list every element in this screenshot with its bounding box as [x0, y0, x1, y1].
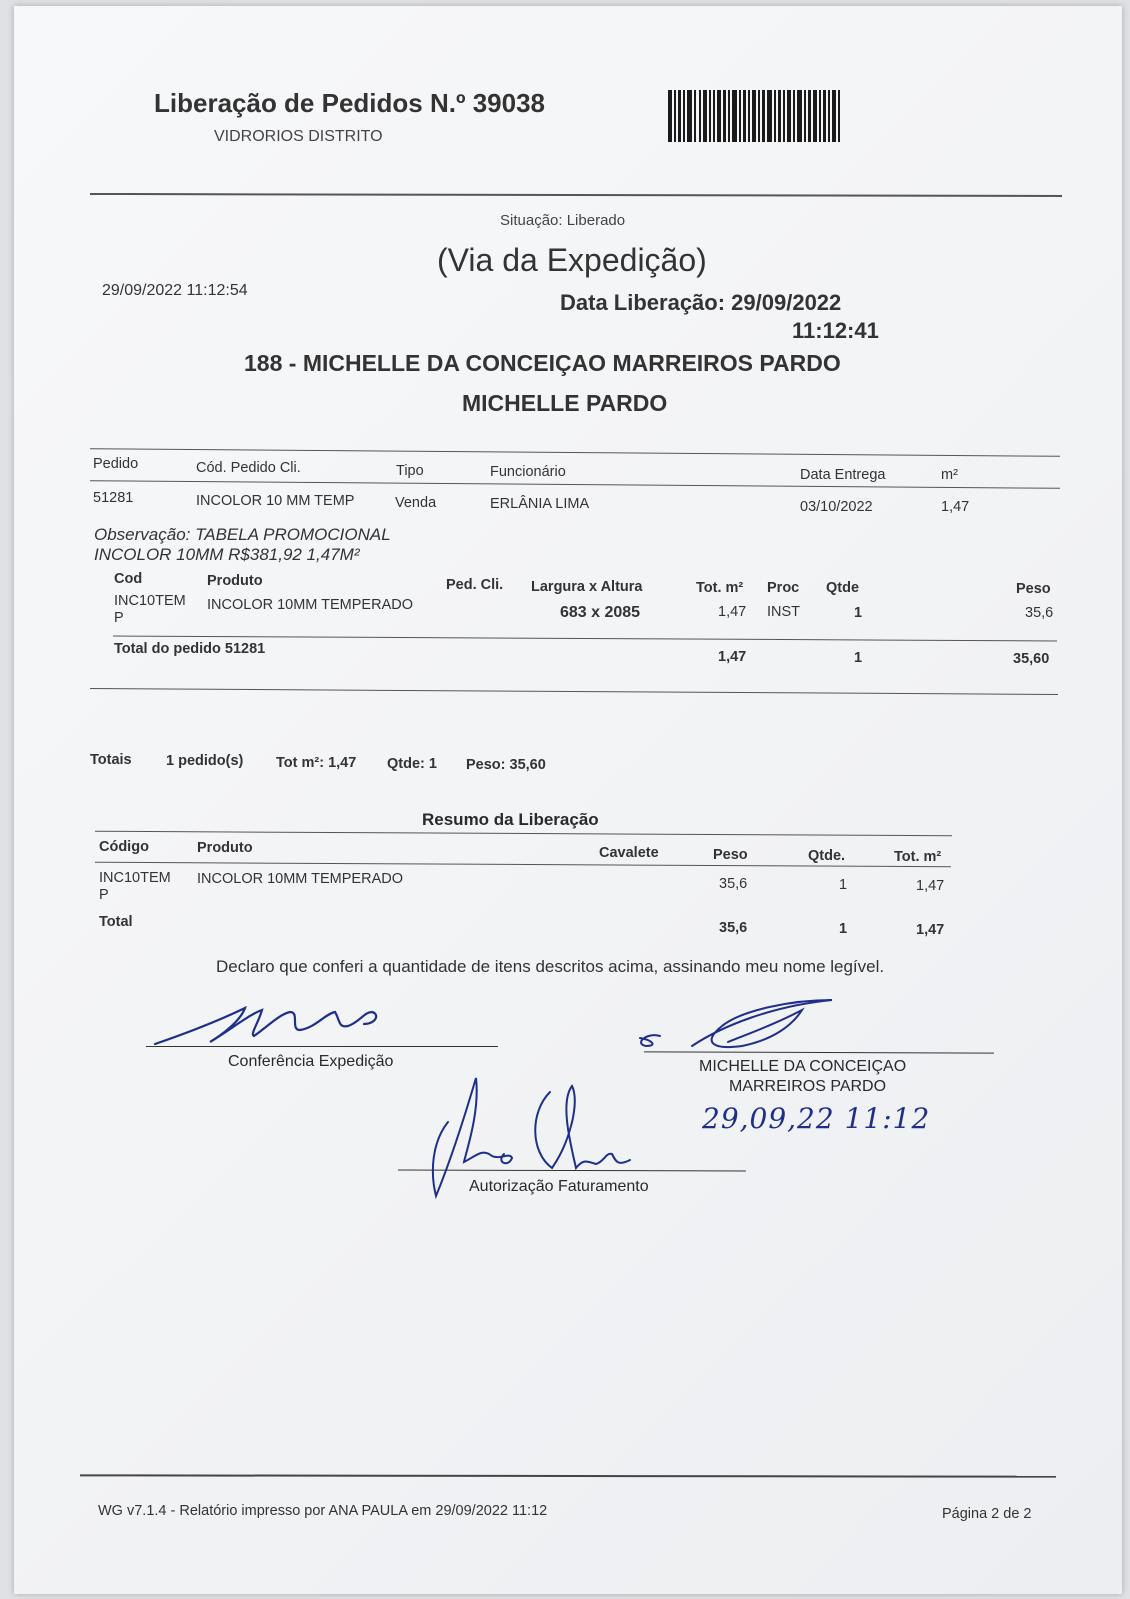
page-title: Liberação de Pedidos N.º 39038 — [154, 88, 545, 118]
items-col-peso: Peso — [1016, 581, 1051, 597]
col-m2: m² — [941, 467, 958, 483]
col-cod-pedido-cli: Cód. Pedido Cli. — [196, 460, 301, 476]
client-signature-name-line1: MICHELLE DA CONCEIÇAO — [699, 1058, 907, 1075]
items-col-produto: Produto — [207, 573, 263, 589]
summary-total-peso: 35,6 — [719, 920, 748, 936]
item-cod-line2: P — [114, 610, 124, 626]
client-signature — [632, 996, 852, 1056]
col-tipo: Tipo — [396, 463, 424, 479]
items-col-proc: Proc — [767, 580, 800, 596]
conference-label: Conferência Expedição — [228, 1053, 394, 1070]
summary-title: Resumo da Liberação — [422, 810, 599, 829]
footer-print-info: WG v7.1.4 - Relatório impresso por ANA PAULA em 29/09/2022 11:12 — [98, 1503, 548, 1519]
items-col-cod: Cod — [114, 571, 143, 587]
barcode — [668, 90, 840, 142]
summary-col-qtde: Qtde. — [808, 848, 846, 864]
summary-qtde: 1 — [839, 877, 848, 893]
totals-peso: Peso: 35,60 — [466, 757, 546, 773]
totals-label: Totais — [90, 752, 132, 768]
page-number: Página 2 de 2 — [942, 1506, 1032, 1522]
items-col-dimensions: Largura x Altura — [531, 579, 643, 595]
client-signature-name-line2: MARREIROS PARDO — [729, 1078, 887, 1095]
items-total-qtde: 1 — [854, 650, 863, 666]
summary-col-peso: Peso — [713, 847, 748, 863]
status-label: Situação: Liberado — [500, 212, 626, 229]
value-tipo: Venda — [395, 495, 437, 511]
col-pedido: Pedido — [93, 456, 139, 472]
release-date: Data Liberação: 29/09/2022 — [560, 290, 842, 315]
copy-type: (Via da Expedição) — [437, 242, 707, 278]
summary-col-tot-m2: Tot. m² — [894, 849, 942, 865]
client-name: 188 - MICHELLE DA CONCEIÇAO MARREIROS PARDO — [244, 350, 841, 376]
item-qtde: 1 — [854, 605, 863, 621]
col-funcionario: Funcionário — [490, 464, 566, 480]
totals-qtde: Qtde: 1 — [387, 756, 437, 772]
items-col-ped-cli: Ped. Cli. — [446, 577, 504, 593]
summary-codigo-line1: INC10TEM — [99, 870, 171, 886]
summary-col-codigo: Código — [99, 839, 149, 855]
summary-produto: INCOLOR 10MM TEMPERADO — [197, 871, 403, 887]
items-total-tot-m2: 1,47 — [718, 649, 747, 665]
observation-line1: Observação: TABELA PROMOCIONAL — [94, 525, 391, 544]
authorization-label: Autorização Faturamento — [469, 1178, 649, 1195]
value-data-entrega: 03/10/2022 — [800, 499, 873, 515]
item-peso: 35,6 — [1025, 605, 1054, 621]
item-produto: INCOLOR 10MM TEMPERADO — [207, 597, 413, 613]
summary-codigo-line2: P — [99, 887, 109, 903]
items-total-label: Total do pedido 51281 — [114, 641, 266, 657]
col-data-entrega: Data Entrega — [800, 467, 886, 483]
summary-total-label: Total — [99, 914, 133, 930]
item-tot-m2: 1,47 — [718, 604, 747, 620]
value-pedido: 51281 — [93, 490, 134, 506]
summary-tot-m2: 1,47 — [916, 878, 945, 894]
value-cod-pedido-cli: INCOLOR 10 MM TEMP — [196, 493, 355, 509]
value-funcionario: ERLÂNIA LIMA — [490, 496, 590, 512]
summary-total-tot-m2: 1,47 — [916, 922, 945, 938]
item-proc: INST — [767, 604, 801, 620]
company-name: VIDRORIOS DISTRITO — [214, 128, 383, 145]
declaration-text: Declaro que conferi a quantidade de itens descritos acima, assinando meu nome legível. — [216, 957, 885, 976]
print-datetime: 29/09/2022 11:12:54 — [102, 282, 248, 299]
items-col-qtde: Qtde — [826, 580, 860, 596]
conference-signature — [150, 1000, 400, 1050]
summary-total-qtde: 1 — [839, 921, 848, 937]
summary-col-cavalete: Cavalete — [599, 845, 659, 861]
observation-line2: INCOLOR 10MM R$381,92 1,47M² — [94, 545, 360, 564]
item-dimensions: 683 x 2085 — [560, 604, 641, 621]
release-time: 11:12:41 — [792, 318, 879, 343]
items-col-tot-m2: Tot. m² — [696, 580, 744, 596]
summary-col-produto: Produto — [197, 840, 253, 856]
conference-signature-line — [146, 1046, 498, 1047]
summary-peso: 35,6 — [719, 876, 748, 892]
handwritten-datetime: 29,09,22 11:12 — [702, 1102, 931, 1135]
value-m2: 1,47 — [941, 499, 970, 515]
totals-tot-m2: Tot m²: 1,47 — [276, 755, 357, 771]
client-short-name: MICHELLE PARDO — [462, 390, 668, 416]
item-cod-line1: INC10TEM — [114, 593, 186, 609]
items-total-peso: 35,60 — [1013, 651, 1050, 667]
totals-pedidos: 1 pedido(s) — [166, 753, 244, 769]
